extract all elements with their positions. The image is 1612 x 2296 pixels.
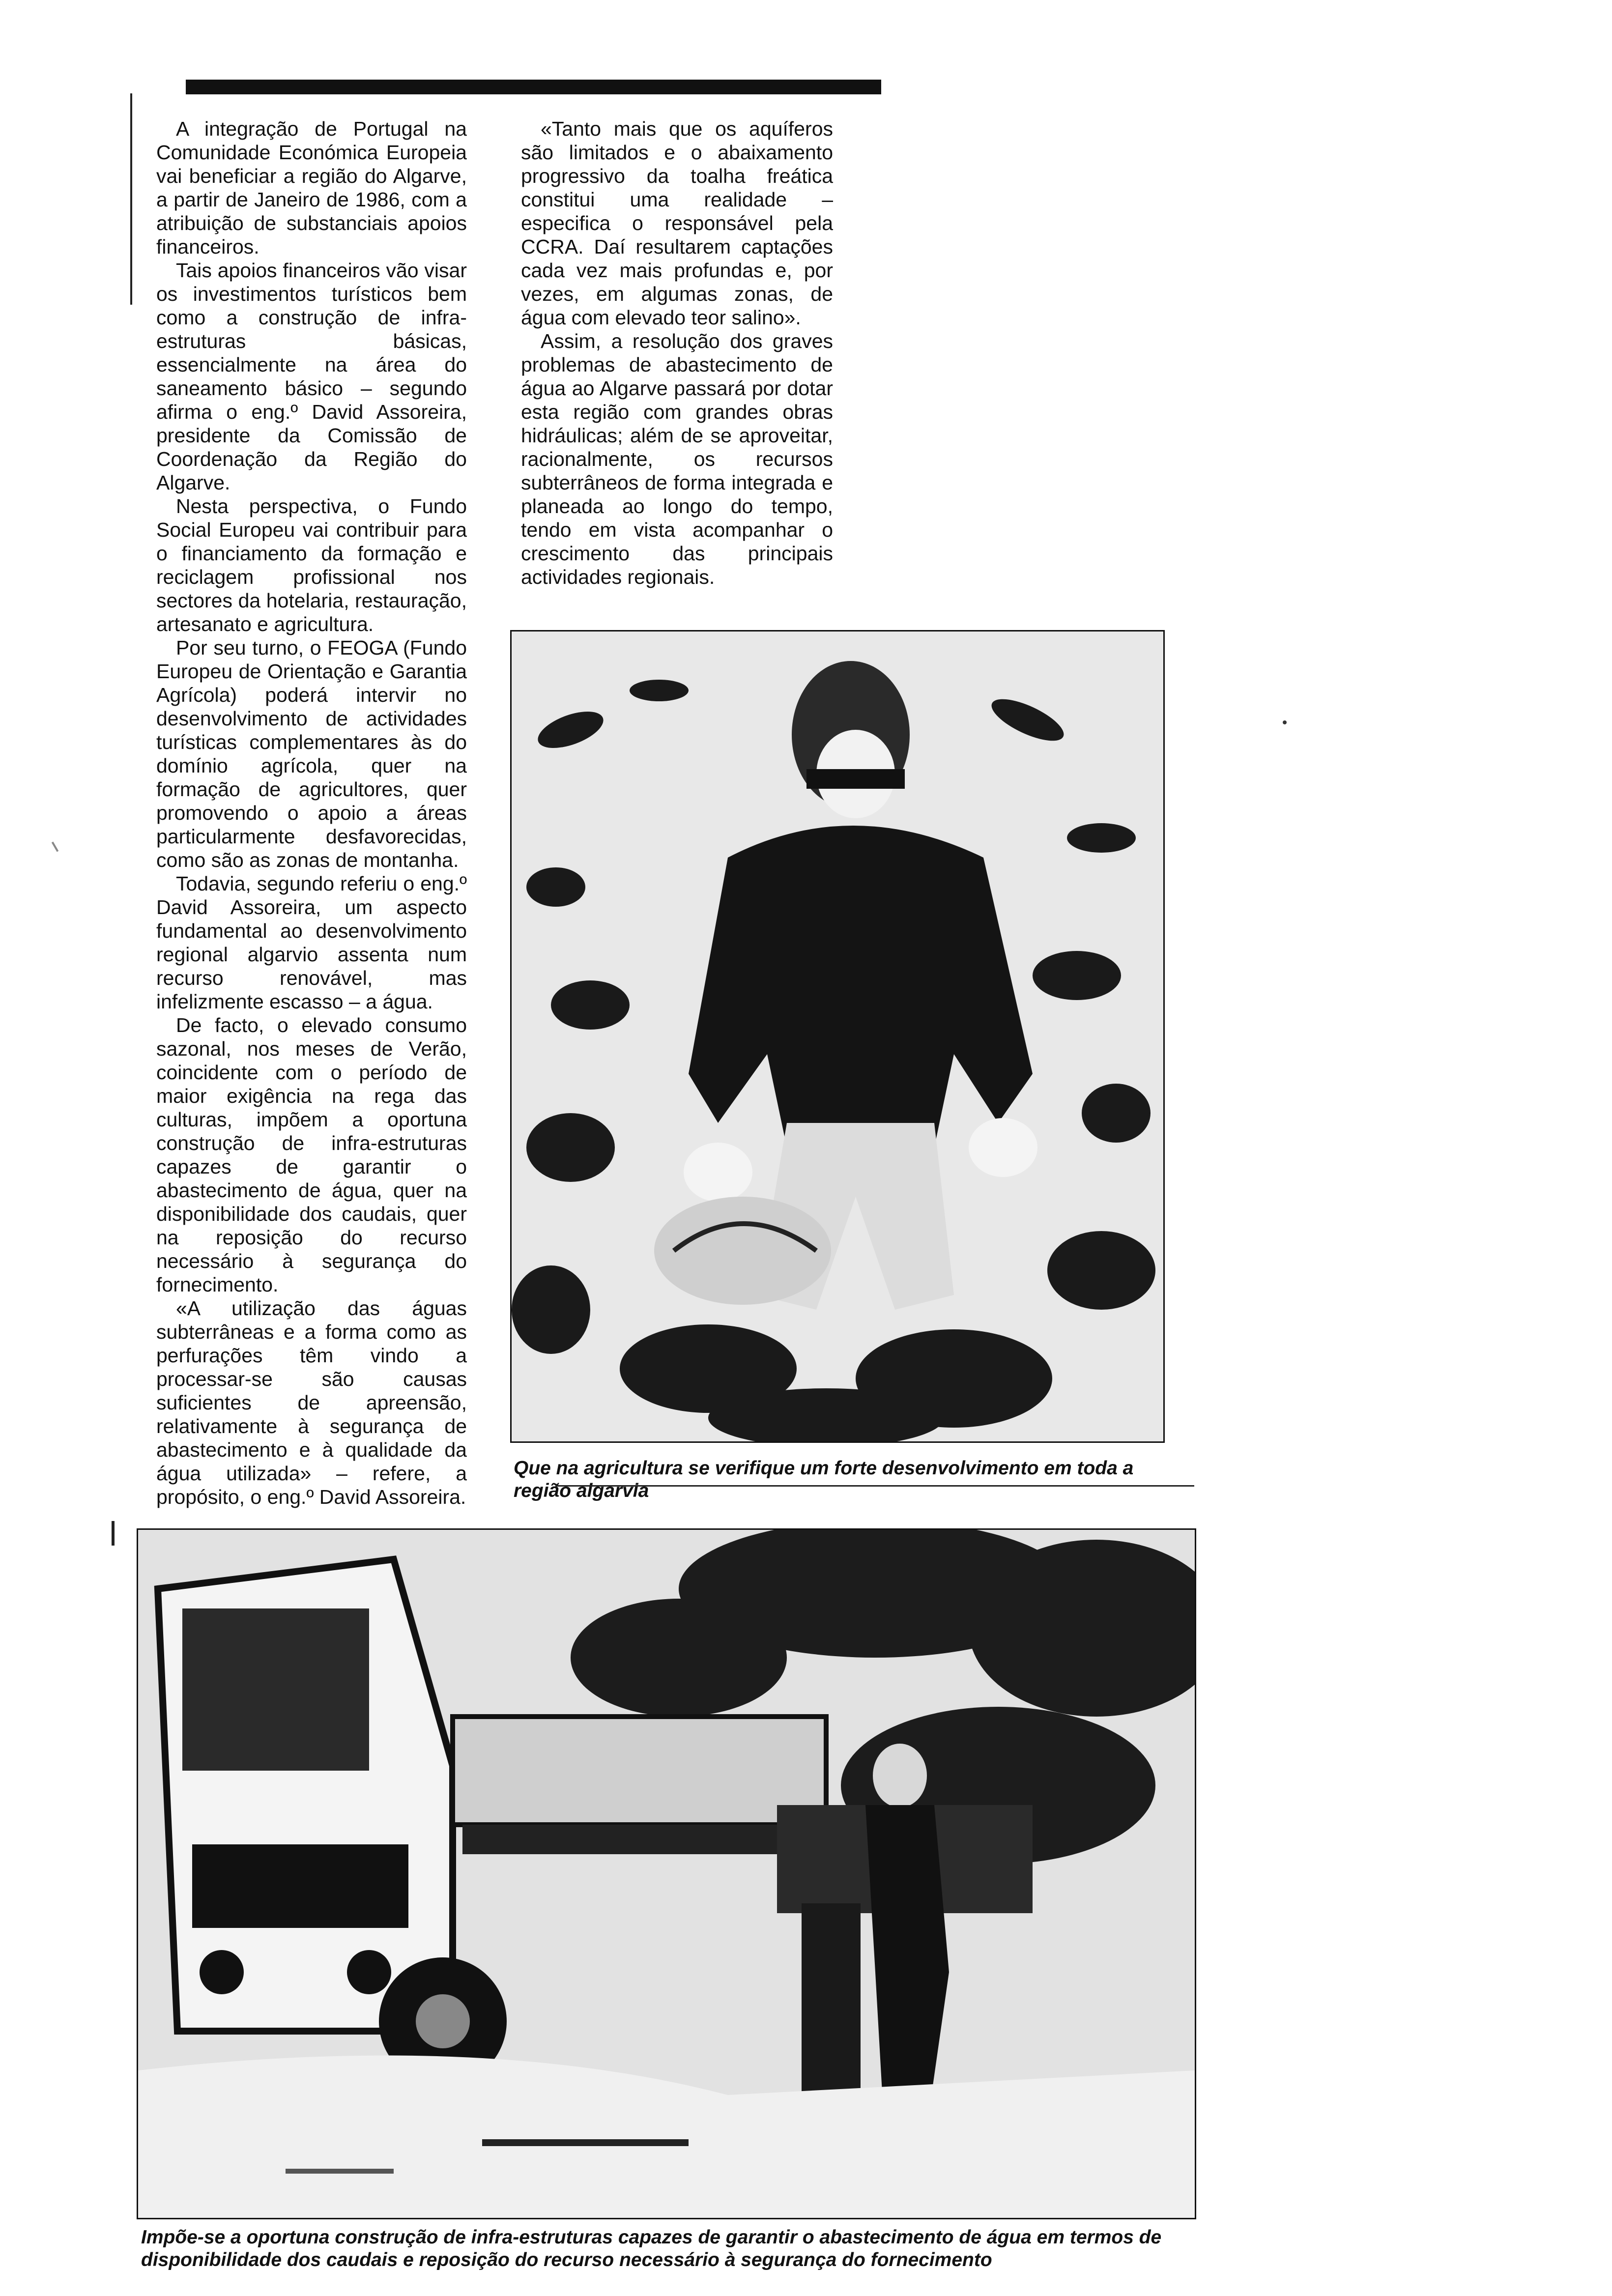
photo-frame-edge xyxy=(555,1485,1194,1531)
paragraph: «Tanto mais que os aquíferos são limitados e o abaixamento progressivo da toalha freática constitui uma realidade – especifica o responsável pela CCRA. Daí resultarem captações cada vez mais profundas e, por vezes, em algumas zonas, de água com elevado teor salino». xyxy=(521,117,833,329)
farmer-photo-image xyxy=(512,631,1163,1441)
paragraph: A integração de Portugal na Comunidade Económica Europeia vai beneficiar a região do Algarve, a partir de Janeiro de 1986, com a atribuição de substanciais apoios financeiros. xyxy=(156,117,467,258)
left-margin-rule xyxy=(130,93,132,305)
paragraph: De facto, o elevado consumo sazonal, nos meses de Verão, coincidente com o período de maior exigência na rega das culturas, impõem a oportuna construção de infra-estruturas capazes de garantir o abastecimento de água, quer na disponibilidade dos caudais, quer na reposição do recurso necessário à segurança do fornecimento. xyxy=(156,1014,467,1296)
paragraph: Por seu turno, o FEOGA (Fundo Europeu de Orientação e Garantia Agrícola) poderá intervir no desenvolvimento de actividades turísticas complementares às do domínio agrícola, quer na formação de agricultores, quer promovendo o apoio a áreas particularmente desfavorecidas, como são as zonas de montanha. xyxy=(156,636,467,871)
paragraph: «A utilização das águas subterrâneas e a forma como as perfurações têm vindo a processar-se são causas suficientes de apreensão, relativamente à segurança de abastecimento e à qualidade da água utilizada» – refere, a propósito, o eng.º David Assoreira. xyxy=(156,1297,467,1508)
paragraph: Nesta perspectiva, o Fundo Social Europeu vai contribuir para o financiamento da formação e reciclagem profissional nos sectores da hotelaria, restauração, artesanato e agricultura. xyxy=(156,495,467,635)
photo2-caption: Impõe-se a oportuna construção de infra-estruturas capazes de garantir o abastecimento de água em termos de disponibilidade dos caudais e reposição do recurso necessário à segurança do fornecimento xyxy=(141,2227,1162,2270)
scan-mark xyxy=(52,841,58,852)
photo1-caption: Que na agricultura se verifique um forte desenvolvimento em toda a região algarvia xyxy=(514,1458,1134,1501)
paragraph: Tais apoios financeiros vão visar os investimentos turísticos bem como a construção de infra-estruturas básicas, essencialmente na área do saneamento básico – segundo afirma o eng.º David Assoreira, presidente da Comissão de Coordenação da Região do Algarve. xyxy=(156,259,467,494)
drilling-photo-image xyxy=(138,1530,1195,2218)
margin-mark xyxy=(112,1521,115,1546)
article-column-2 xyxy=(521,117,833,589)
scan-speck xyxy=(1283,720,1287,724)
drilling-photo xyxy=(137,1528,1196,2219)
paragraph: Todavia, segundo referiu o eng.º David Assoreira, um aspecto fundamental ao desenvolvimento regional algarvio assenta num recurso renovável, mas infelizmente escasso – a água. xyxy=(156,872,467,1013)
farmer-photo xyxy=(510,630,1165,1443)
paragraph: Assim, a resolução dos graves problemas de abastecimento de água ao Algarve passará por dotar esta região com grandes obras hidráulicas; além de se aproveitar, racionalmente, os recursos subterrâneos de forma integrada e planeada ao longo do tempo, tendo em vista acompanhar o crescimento das principais actividades regionais. xyxy=(521,330,833,588)
article-column-1 xyxy=(156,117,467,1509)
header-rule xyxy=(186,80,881,94)
